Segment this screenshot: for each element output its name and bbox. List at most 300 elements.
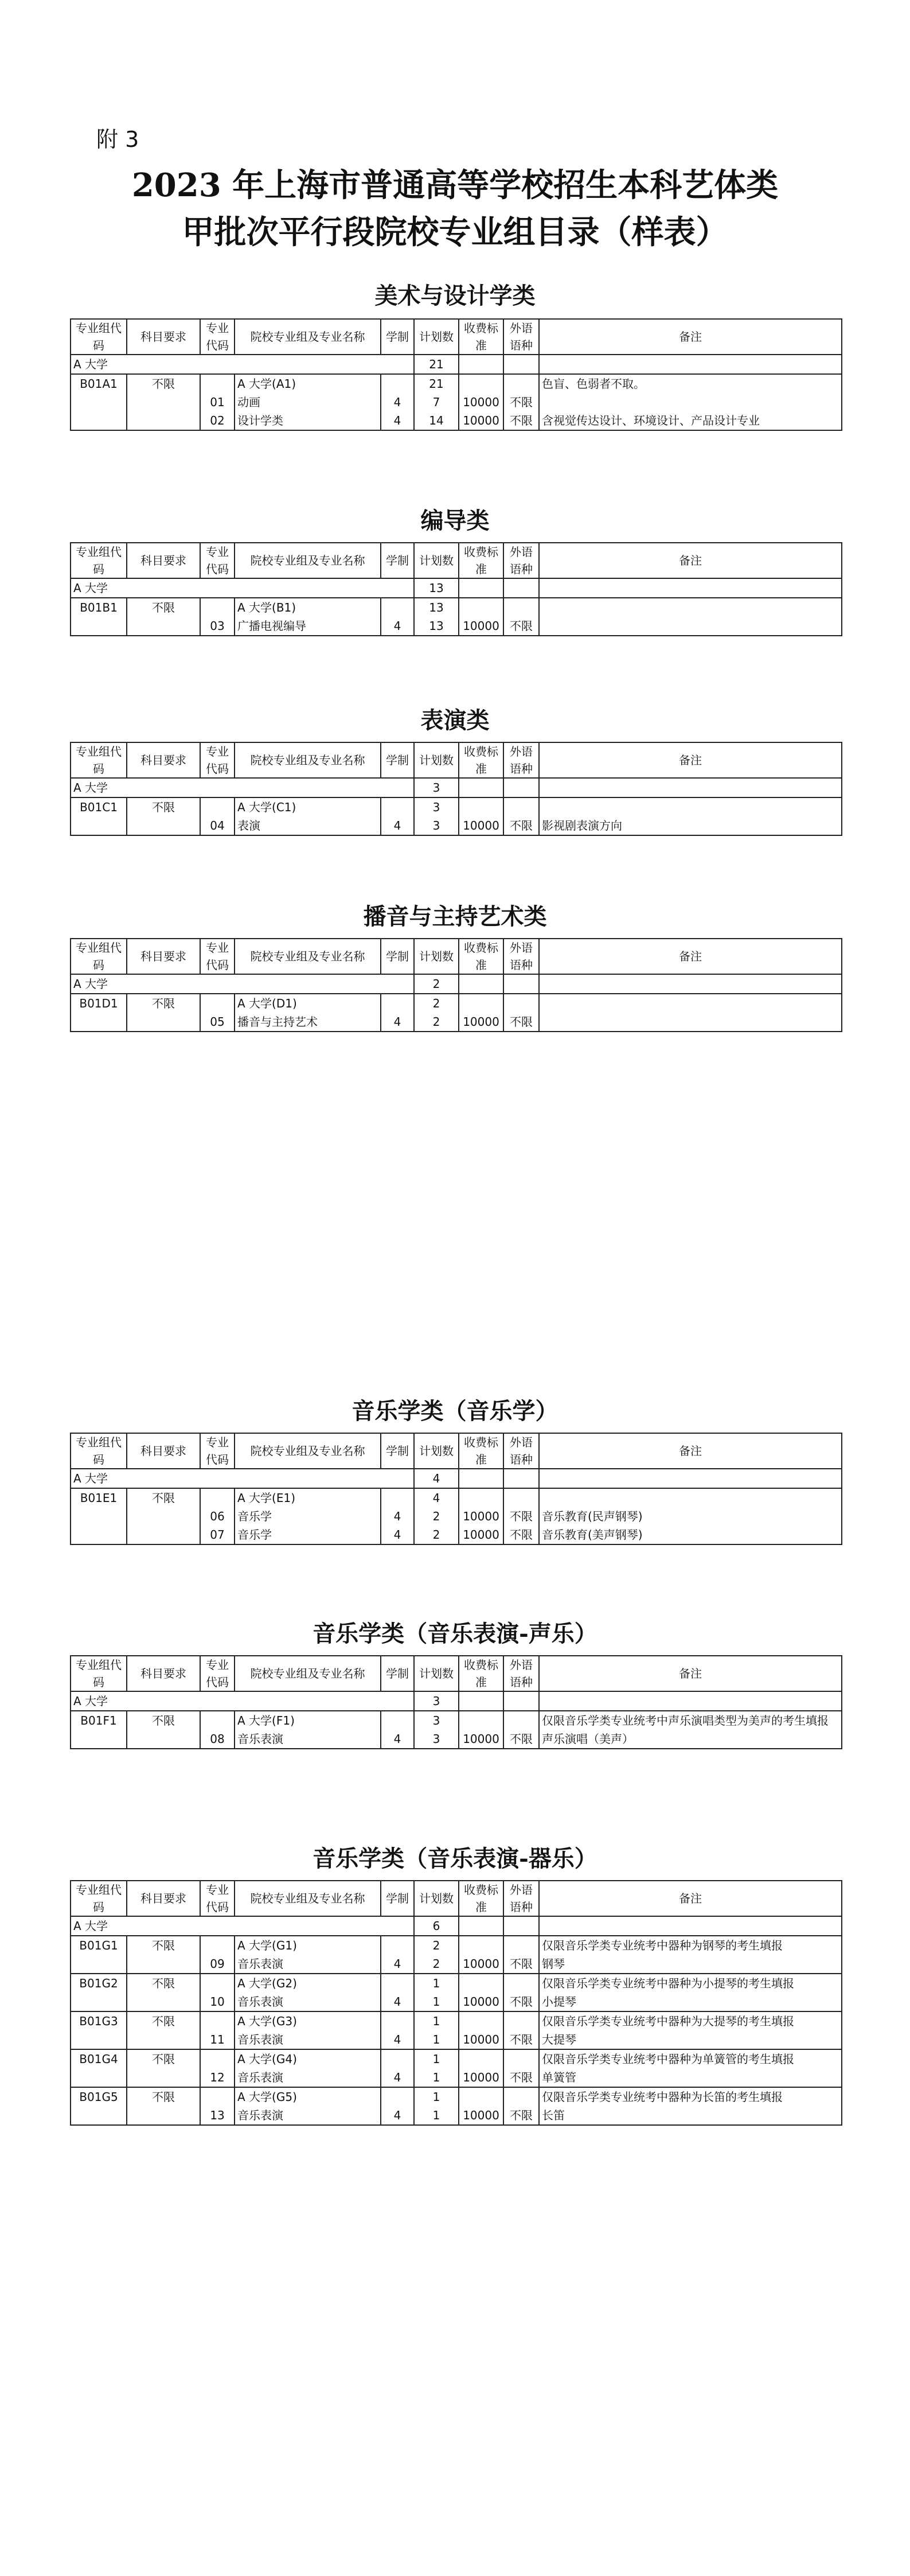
major-note <box>539 393 842 411</box>
empty-cell <box>503 374 539 393</box>
study-years: 4 <box>381 2068 414 2087</box>
group-note: 仅限音乐学类专业统考中器种为钢琴的考生填报 <box>539 1936 842 1955</box>
empty-cell <box>459 1711 503 1730</box>
empty-cell <box>381 598 414 617</box>
column-header: 计划数 <box>414 939 459 974</box>
school-name: A 大学 <box>71 1916 414 1936</box>
empty-cell <box>459 778 503 797</box>
major-code: 08 <box>200 1730 235 1749</box>
attachment-label: 附 3 <box>96 127 139 152</box>
column-header: 专业组代码 <box>71 939 127 974</box>
group-code: B01E1 <box>71 1488 127 1544</box>
empty-cell <box>503 578 539 598</box>
column-header: 备注 <box>539 543 842 578</box>
study-years: 4 <box>381 816 414 835</box>
major-name: 音乐表演 <box>235 1955 381 1974</box>
section-title: 编导类 <box>420 507 490 534</box>
column-header: 备注 <box>539 1881 842 1916</box>
foreign-language: 不限 <box>503 1507 539 1526</box>
major-code: 07 <box>200 1526 235 1544</box>
major-name: 音乐表演 <box>235 1993 381 2011</box>
empty-cell <box>200 374 235 393</box>
catalog-table <box>70 318 842 431</box>
group-row <box>71 1711 842 1730</box>
group-name: A 大学(A1) <box>235 374 381 393</box>
school-name: A 大学 <box>71 578 414 598</box>
empty-cell <box>459 1469 503 1488</box>
fee-standard: 10000 <box>459 1526 503 1544</box>
empty-cell <box>459 974 503 994</box>
school-row <box>71 778 842 797</box>
empty-cell <box>459 1488 503 1507</box>
school-row <box>71 355 842 374</box>
column-header: 计划数 <box>414 1433 459 1469</box>
fee-standard: 10000 <box>459 1955 503 1974</box>
major-name: 设计学类 <box>235 411 381 430</box>
foreign-language: 不限 <box>503 1730 539 1749</box>
section-title: 音乐学类（音乐表演-声乐） <box>313 1620 597 1647</box>
major-code: 10 <box>200 1993 235 2011</box>
empty-cell <box>503 994 539 1013</box>
column-header: 专业组代码 <box>71 319 127 355</box>
empty-cell <box>503 1488 539 1507</box>
column-header: 科目要求 <box>127 319 200 355</box>
column-header: 外语语种 <box>503 939 539 974</box>
column-header: 专业代码 <box>200 319 235 355</box>
empty-cell <box>200 1974 235 1993</box>
empty-cell <box>381 374 414 393</box>
major-plan-count: 3 <box>414 1730 459 1749</box>
group-code: B01C1 <box>71 797 127 835</box>
group-note: 仅限音乐学类专业统考中器种为单簧管的考生填报 <box>539 2049 842 2068</box>
major-plan-count: 1 <box>414 2106 459 2125</box>
group-name: A 大学(F1) <box>235 1711 381 1730</box>
fee-standard: 10000 <box>459 411 503 430</box>
school-row <box>71 1469 842 1488</box>
group-note: 仅限音乐学类专业统考中器种为大提琴的考生填报 <box>539 2011 842 2030</box>
fee-standard: 10000 <box>459 617 503 636</box>
group-row <box>71 374 842 393</box>
empty-cell <box>503 1916 539 1936</box>
header-row <box>71 939 842 974</box>
group-plan-count: 2 <box>414 994 459 1013</box>
group-name: A 大学(E1) <box>235 1488 381 1507</box>
foreign-language: 不限 <box>503 816 539 835</box>
document-title-line2: 甲批次平行段院校专业组目录（样表） <box>182 213 728 251</box>
empty-cell <box>200 598 235 617</box>
major-note <box>539 1013 842 1032</box>
group-name: A 大学(G2) <box>235 1974 381 1993</box>
group-code: B01G1 <box>71 1936 127 1974</box>
column-header: 科目要求 <box>127 939 200 974</box>
fee-standard: 10000 <box>459 1013 503 1032</box>
empty-cell <box>459 1916 503 1936</box>
section-title: 音乐学类（音乐学） <box>351 1398 559 1425</box>
empty-cell <box>539 1691 842 1711</box>
empty-cell <box>503 2011 539 2030</box>
empty-cell <box>381 1488 414 1507</box>
group-row <box>71 797 842 816</box>
column-header: 院校专业组及专业名称 <box>235 543 381 578</box>
empty-cell <box>459 2087 503 2106</box>
subject-requirement: 不限 <box>127 1936 200 1974</box>
empty-cell <box>459 797 503 816</box>
column-header: 收费标准 <box>459 939 503 974</box>
empty-cell <box>503 797 539 816</box>
major-note <box>539 617 842 636</box>
column-header: 外语语种 <box>503 742 539 778</box>
empty-cell <box>503 1711 539 1730</box>
empty-cell <box>381 994 414 1013</box>
major-plan-count: 7 <box>414 393 459 411</box>
major-code: 13 <box>200 2106 235 2125</box>
section-title: 美术与设计学类 <box>374 282 536 309</box>
empty-cell <box>459 374 503 393</box>
foreign-language: 不限 <box>503 2030 539 2049</box>
study-years: 4 <box>381 2106 414 2125</box>
column-header: 收费标准 <box>459 742 503 778</box>
group-plan-count: 13 <box>414 598 459 617</box>
empty-cell <box>200 994 235 1013</box>
subject-requirement: 不限 <box>127 2049 200 2087</box>
subject-requirement: 不限 <box>127 2011 200 2049</box>
major-name: 表演 <box>235 816 381 835</box>
empty-cell <box>539 578 842 598</box>
column-header: 备注 <box>539 1433 842 1469</box>
major-plan-count: 1 <box>414 1993 459 2011</box>
empty-cell <box>381 797 414 816</box>
fee-standard: 10000 <box>459 1730 503 1749</box>
group-plan-count: 1 <box>414 2011 459 2030</box>
fee-standard: 10000 <box>459 2068 503 2087</box>
major-code: 01 <box>200 393 235 411</box>
major-name: 广播电视编导 <box>235 617 381 636</box>
group-plan-count: 4 <box>414 1488 459 1507</box>
major-note: 单簧管 <box>539 2068 842 2087</box>
column-header: 院校专业组及专业名称 <box>235 939 381 974</box>
major-note: 长笛 <box>539 2106 842 2125</box>
empty-cell <box>539 355 842 374</box>
empty-cell <box>200 1711 235 1730</box>
school-name: A 大学 <box>71 1691 414 1711</box>
empty-cell <box>200 1936 235 1955</box>
column-header: 学制 <box>381 543 414 578</box>
empty-cell <box>503 2087 539 2106</box>
subject-requirement: 不限 <box>127 2087 200 2125</box>
major-note: 影视剧表演方向 <box>539 816 842 835</box>
group-plan-count: 1 <box>414 2049 459 2068</box>
major-note: 钢琴 <box>539 1955 842 1974</box>
column-header: 备注 <box>539 319 842 355</box>
major-note: 音乐教育(美声钢琴) <box>539 1526 842 1544</box>
group-name: A 大学(G1) <box>235 1936 381 1955</box>
study-years: 4 <box>381 617 414 636</box>
fee-standard: 10000 <box>459 2106 503 2125</box>
study-years: 4 <box>381 1730 414 1749</box>
section-title: 播音与主持艺术类 <box>363 903 547 930</box>
group-code: B01B1 <box>71 598 127 636</box>
column-header: 收费标准 <box>459 543 503 578</box>
fee-standard: 10000 <box>459 2030 503 2049</box>
empty-cell <box>459 1691 503 1711</box>
empty-cell <box>381 1936 414 1955</box>
major-code: 02 <box>200 411 235 430</box>
group-note <box>539 994 842 1013</box>
column-header: 专业组代码 <box>71 1656 127 1691</box>
empty-cell <box>503 1691 539 1711</box>
major-plan-count: 2 <box>414 1955 459 1974</box>
empty-cell <box>503 355 539 374</box>
study-years: 4 <box>381 1013 414 1032</box>
empty-cell <box>503 2049 539 2068</box>
column-header: 外语语种 <box>503 543 539 578</box>
column-header: 学制 <box>381 939 414 974</box>
foreign-language: 不限 <box>503 1013 539 1032</box>
column-header: 计划数 <box>414 1881 459 1916</box>
major-plan-count: 3 <box>414 816 459 835</box>
column-header: 专业组代码 <box>71 742 127 778</box>
fee-standard: 10000 <box>459 1993 503 2011</box>
school-name: A 大学 <box>71 974 414 994</box>
study-years: 4 <box>381 1993 414 2011</box>
column-header: 学制 <box>381 742 414 778</box>
column-header: 科目要求 <box>127 742 200 778</box>
empty-cell <box>381 2011 414 2030</box>
column-header: 院校专业组及专业名称 <box>235 742 381 778</box>
group-note <box>539 598 842 617</box>
group-code: B01D1 <box>71 994 127 1032</box>
empty-cell <box>200 2087 235 2106</box>
group-row <box>71 1974 842 1993</box>
catalog-table <box>70 1880 842 2126</box>
major-note: 声乐演唱（美声） <box>539 1730 842 1749</box>
column-header: 科目要求 <box>127 1433 200 1469</box>
fee-standard: 10000 <box>459 1507 503 1526</box>
group-name: A 大学(C1) <box>235 797 381 816</box>
major-name: 音乐表演 <box>235 2030 381 2049</box>
group-plan-count: 3 <box>414 797 459 816</box>
major-name: 音乐表演 <box>235 2068 381 2087</box>
column-header: 专业代码 <box>200 742 235 778</box>
subject-requirement: 不限 <box>127 797 200 835</box>
column-header: 外语语种 <box>503 319 539 355</box>
column-header: 专业代码 <box>200 1881 235 1916</box>
major-code: 05 <box>200 1013 235 1032</box>
column-header: 专业组代码 <box>71 1881 127 1916</box>
fee-standard: 10000 <box>459 816 503 835</box>
column-header: 专业组代码 <box>71 1433 127 1469</box>
empty-cell <box>459 1974 503 1993</box>
catalog-table <box>70 742 842 836</box>
column-header: 收费标准 <box>459 319 503 355</box>
column-header: 计划数 <box>414 1656 459 1691</box>
group-plan-count: 3 <box>414 1711 459 1730</box>
column-header: 计划数 <box>414 742 459 778</box>
column-header: 学制 <box>381 319 414 355</box>
column-header: 计划数 <box>414 543 459 578</box>
empty-cell <box>503 1469 539 1488</box>
foreign-language: 不限 <box>503 1993 539 2011</box>
empty-cell <box>503 778 539 797</box>
group-row <box>71 2087 842 2106</box>
study-years: 4 <box>381 1955 414 1974</box>
section-title: 音乐学类（音乐表演-器乐） <box>313 1845 597 1872</box>
school-plan-count: 2 <box>414 974 459 994</box>
column-header: 外语语种 <box>503 1881 539 1916</box>
column-header: 外语语种 <box>503 1656 539 1691</box>
group-row <box>71 2011 842 2030</box>
study-years: 4 <box>381 1526 414 1544</box>
major-name: 播音与主持艺术 <box>235 1013 381 1032</box>
empty-cell <box>539 778 842 797</box>
column-header: 学制 <box>381 1656 414 1691</box>
column-header: 院校专业组及专业名称 <box>235 1656 381 1691</box>
major-plan-count: 2 <box>414 1507 459 1526</box>
subject-requirement: 不限 <box>127 994 200 1032</box>
group-code: B01G4 <box>71 2049 127 2087</box>
header-row <box>71 1881 842 1916</box>
group-note <box>539 1488 842 1507</box>
foreign-language: 不限 <box>503 1955 539 1974</box>
school-plan-count: 21 <box>414 355 459 374</box>
header-row <box>71 319 842 355</box>
empty-cell <box>200 2011 235 2030</box>
major-note: 音乐教育(民声钢琴) <box>539 1507 842 1526</box>
group-note <box>539 797 842 816</box>
column-header: 科目要求 <box>127 1656 200 1691</box>
empty-cell <box>200 2049 235 2068</box>
group-row <box>71 2049 842 2068</box>
group-row <box>71 1488 842 1507</box>
empty-cell <box>503 1936 539 1955</box>
group-plan-count: 1 <box>414 2087 459 2106</box>
subject-requirement: 不限 <box>127 1974 200 2011</box>
group-plan-count: 1 <box>414 1974 459 1993</box>
subject-requirement: 不限 <box>127 598 200 636</box>
empty-cell <box>381 2049 414 2068</box>
major-code: 06 <box>200 1507 235 1526</box>
catalog-table <box>70 938 842 1032</box>
major-name: 音乐表演 <box>235 1730 381 1749</box>
empty-cell <box>539 1916 842 1936</box>
group-note: 仅限音乐学类专业统考中器种为长笛的考生填报 <box>539 2087 842 2106</box>
header-row <box>71 742 842 778</box>
school-row <box>71 1916 842 1936</box>
column-header: 计划数 <box>414 319 459 355</box>
major-code: 09 <box>200 1955 235 1974</box>
major-note: 含视觉传达设计、环境设计、产品设计专业 <box>539 411 842 430</box>
major-code: 11 <box>200 2030 235 2049</box>
study-years: 4 <box>381 411 414 430</box>
school-plan-count: 3 <box>414 1691 459 1711</box>
major-note: 小提琴 <box>539 1993 842 2011</box>
empty-cell <box>459 598 503 617</box>
column-header: 学制 <box>381 1881 414 1916</box>
column-header: 备注 <box>539 939 842 974</box>
column-header: 备注 <box>539 1656 842 1691</box>
column-header: 科目要求 <box>127 1881 200 1916</box>
group-row <box>71 598 842 617</box>
study-years: 4 <box>381 2030 414 2049</box>
group-plan-count: 2 <box>414 1936 459 1955</box>
empty-cell <box>503 598 539 617</box>
group-name: A 大学(G4) <box>235 2049 381 2068</box>
major-code: 03 <box>200 617 235 636</box>
header-row <box>71 1656 842 1691</box>
column-header: 专业代码 <box>200 543 235 578</box>
school-name: A 大学 <box>71 778 414 797</box>
major-code: 12 <box>200 2068 235 2087</box>
subject-requirement: 不限 <box>127 1711 200 1749</box>
school-plan-count: 13 <box>414 578 459 598</box>
group-name: A 大学(D1) <box>235 994 381 1013</box>
group-code: B01A1 <box>71 374 127 430</box>
group-row <box>71 1936 842 1955</box>
group-note: 仅限音乐学类专业统考中器种为小提琴的考生填报 <box>539 1974 842 1993</box>
column-header: 备注 <box>539 742 842 778</box>
foreign-language: 不限 <box>503 393 539 411</box>
column-header: 专业代码 <box>200 1656 235 1691</box>
subject-requirement: 不限 <box>127 374 200 430</box>
catalog-table <box>70 1655 842 1749</box>
fee-standard: 10000 <box>459 393 503 411</box>
column-header: 外语语种 <box>503 1433 539 1469</box>
school-name: A 大学 <box>71 355 414 374</box>
group-code: B01G5 <box>71 2087 127 2125</box>
major-name: 动画 <box>235 393 381 411</box>
column-header: 学制 <box>381 1433 414 1469</box>
column-header: 专业代码 <box>200 1433 235 1469</box>
major-name: 音乐学 <box>235 1526 381 1544</box>
header-row <box>71 1433 842 1469</box>
column-header: 院校专业组及专业名称 <box>235 319 381 355</box>
foreign-language: 不限 <box>503 617 539 636</box>
group-note: 色盲、色弱者不取。 <box>539 374 842 393</box>
column-header: 收费标准 <box>459 1881 503 1916</box>
empty-cell <box>200 797 235 816</box>
empty-cell <box>200 1488 235 1507</box>
foreign-language: 不限 <box>503 411 539 430</box>
group-code: B01F1 <box>71 1711 127 1749</box>
major-plan-count: 1 <box>414 2068 459 2087</box>
group-row <box>71 994 842 1013</box>
empty-cell <box>459 2049 503 2068</box>
major-plan-count: 1 <box>414 2030 459 2049</box>
empty-cell <box>459 355 503 374</box>
study-years: 4 <box>381 393 414 411</box>
catalog-table <box>70 542 842 636</box>
group-name: A 大学(G3) <box>235 2011 381 2030</box>
empty-cell <box>381 1974 414 1993</box>
major-note: 大提琴 <box>539 2030 842 2049</box>
major-plan-count: 13 <box>414 617 459 636</box>
school-plan-count: 4 <box>414 1469 459 1488</box>
major-plan-count: 2 <box>414 1013 459 1032</box>
empty-cell <box>459 1936 503 1955</box>
group-code: B01G2 <box>71 1974 127 2011</box>
column-header: 院校专业组及专业名称 <box>235 1881 381 1916</box>
column-header: 院校专业组及专业名称 <box>235 1433 381 1469</box>
major-plan-count: 14 <box>414 411 459 430</box>
foreign-language: 不限 <box>503 2106 539 2125</box>
header-row <box>71 543 842 578</box>
document-title-line1: 2023 年上海市普通高等学校招生本科艺体类 <box>131 166 779 204</box>
empty-cell <box>539 974 842 994</box>
major-plan-count: 2 <box>414 1526 459 1544</box>
empty-cell <box>503 1974 539 1993</box>
school-row <box>71 1691 842 1711</box>
school-name: A 大学 <box>71 1469 414 1488</box>
